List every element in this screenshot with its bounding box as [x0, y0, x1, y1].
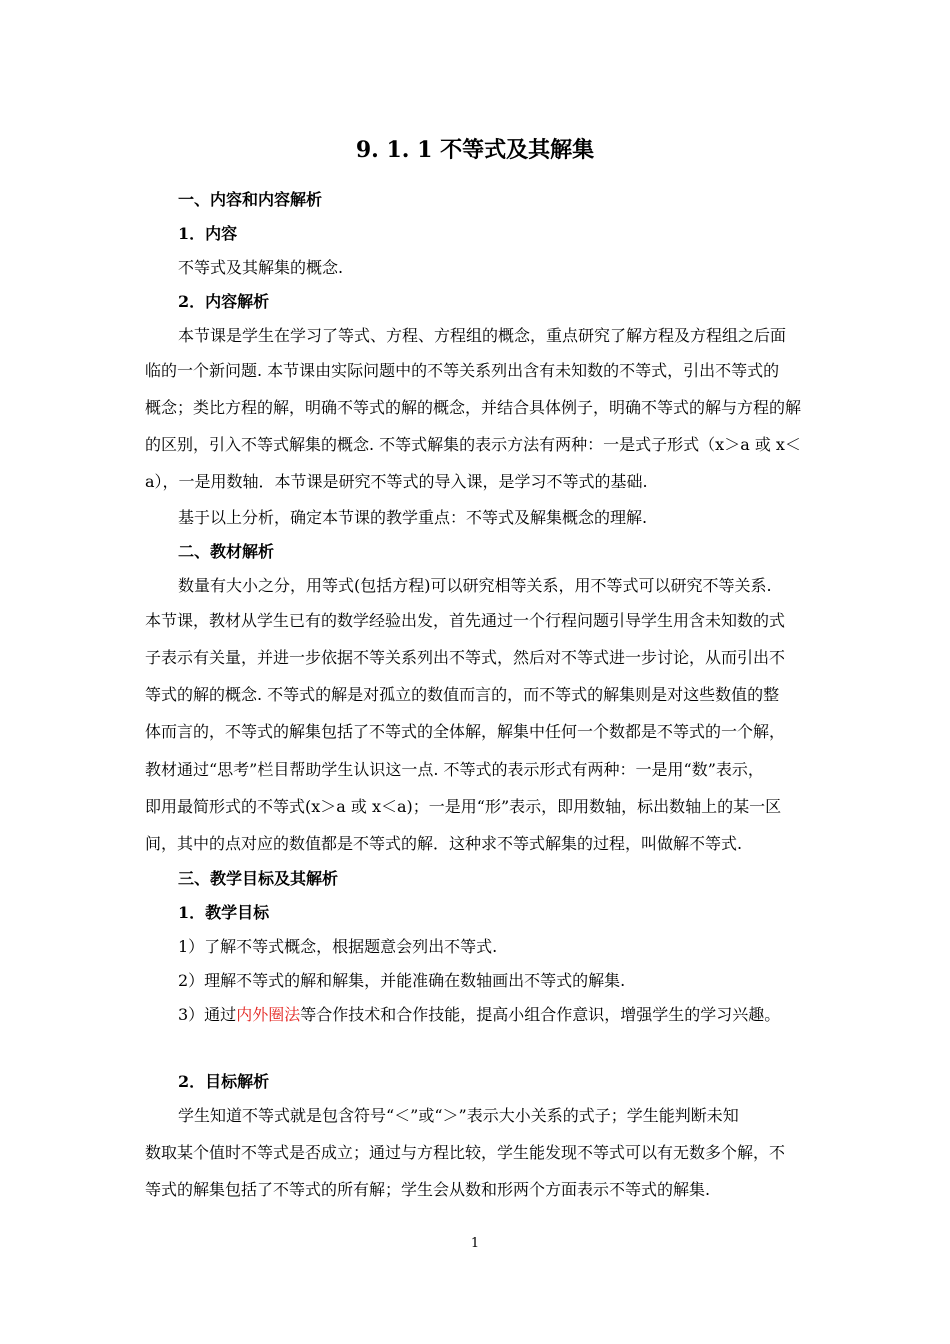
section-1-1-heading: 1．内容: [178, 224, 238, 243]
section-1-1-text: 不等式及其解集的概念.: [178, 258, 344, 277]
goal-item-3: [178, 1005, 780, 1025]
paragraph-line: 子表示有关量，并进一步依据不等关系列出不等式，然后对不等式进一步讨论，从而引出不: [145, 648, 786, 667]
paragraph-line: 学生知道不等式就是包含符号“＜”或“＞”表示大小关系的式子；学生能判断未知: [178, 1106, 739, 1125]
goal-item-2: 2）理解不等式的解和解集，并能准确在数轴画出不等式的解集.: [178, 971, 626, 990]
paragraph-line: 即用最简形式的不等式(x＞a 或 x＜a)；一是用“形”表示，即用数轴，标出数轴上的某一区: [145, 797, 782, 816]
section-2-heading: 二、教材解析: [178, 542, 275, 561]
paragraph-line: 等式的解的概念. 不等式的解是对孤立的数值而言的，而不等式的解集则是对这些数值的整: [145, 685, 780, 704]
paragraph-line: 间，其中的点对应的数值都是不等式的解．这种求不等式解集的过程，叫做解不等式.: [145, 834, 743, 853]
paragraph-line: 等式的解集包括了不等式的所有解；学生会从数和形两个方面表示不等式的解集.: [145, 1180, 711, 1199]
goal-3-suffix: 等合作技术和合作技能，提高小组合作意识，增强学生的学习兴趣。: [300, 1005, 781, 1024]
paragraph-line: 临的一个新问题. 本节课由实际问题中的不等关系列出含有未知数的不等式，引出不等式的: [145, 361, 780, 380]
paragraph-line: 本节课是学生在学习了等式、方程、方程组的概念，重点研究了解方程及方程组之后面: [178, 326, 787, 345]
section-3-2-heading: 2．目标解析: [178, 1072, 270, 1091]
goal-item-1: 1）了解不等式概念，根据题意会列出不等式.: [178, 937, 498, 956]
section-1-2-heading: 2．内容解析: [178, 292, 270, 311]
paragraph-line: 体而言的，不等式的解集包括了不等式的全体解，解集中任何一个数都是不等式的一个解，: [145, 722, 786, 741]
paragraph-line: 概念；类比方程的解，明确不等式的解的概念，并结合具体例子，明确不等式的解与方程的解: [145, 398, 802, 417]
goal-3-prefix: 3）通过: [178, 1005, 237, 1024]
paragraph-line: 基于以上分析，确定本节课的教学重点：不等式及解集概念的理解.: [178, 508, 648, 527]
highlighted-method: 内外圈法: [236, 1005, 301, 1024]
paragraph-line: 本节课，教材从学生已有的数学经验出发，首先通过一个行程问题引导学生用含未知数的式: [145, 611, 786, 630]
paragraph-line: 教材通过“思考”栏目帮助学生认识这一点. 不等式的表示形式有两种：一是用“数”表示，: [145, 760, 764, 779]
page-number: 1: [470, 1236, 480, 1251]
section-1-heading: 一、内容和内容解析: [178, 190, 323, 209]
paragraph-line: 数量有大小之分，用等式(包括方程)可以研究相等关系，用不等式可以研究不等关系.: [178, 576, 772, 595]
paragraph-line: 数取某个值时不等式是否成立；通过与方程比较，学生能发现不等式可以有无数多个解，不: [145, 1143, 786, 1162]
document-title: 9. 1. 1 不等式及其解集: [355, 137, 595, 163]
paragraph-line: a），一是用数轴．本节课是研究不等式的导入课，是学习不等式的基础.: [145, 472, 648, 491]
paragraph-line: 的区别，引入不等式解集的概念. 不等式解集的表示方法有两种：一是式子形式（x＞a 或 x＜: [145, 435, 801, 454]
section-3-heading: 三、教学目标及其解析: [178, 869, 339, 888]
section-3-1-heading: 1．教学目标: [178, 903, 270, 922]
